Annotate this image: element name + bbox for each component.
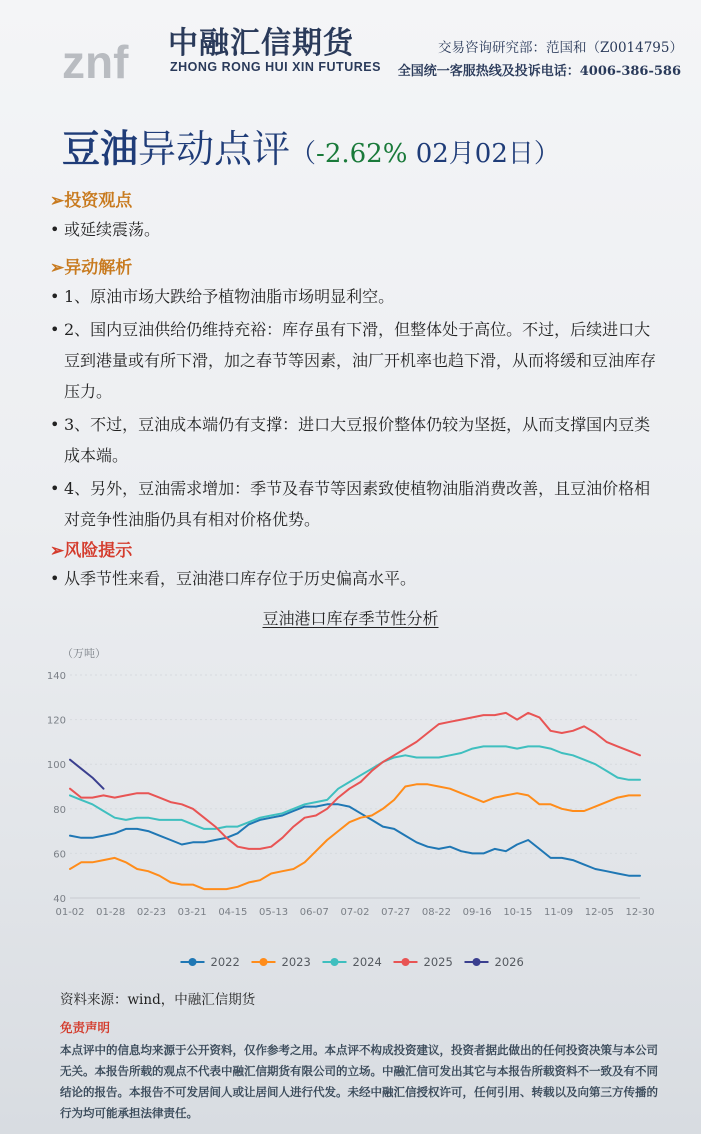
x-tick-label: 05-13 xyxy=(259,907,289,918)
series-line-2022 xyxy=(70,804,640,875)
title-kind: 异动点评 xyxy=(138,127,291,171)
y-tick-label: 120 xyxy=(46,715,66,727)
chart-title xyxy=(0,606,701,629)
x-tick-label: 07-02 xyxy=(340,907,370,918)
disclaimer-text: 本点评中的信息均来源于公开资料，仅作参考之用。本点评不构成投资建议，投资者据此做出的任何投资决策与本公司无关。本报告所载的观点不代表中融汇信期货有限公司的立场。中融汇信可发出其它与本报告所载资料不一致及有不同结论的报告。本报告不可发居间人或让居间人进行代发。未经中融汇信授权许可，任何引用、转载以及向第三方传播的行为均可能承担法律责任。 xyxy=(60,1043,658,1120)
x-tick-label: 12-05 xyxy=(584,907,614,918)
risk-bullet: • 从季节性来看，豆油港口库存位于历史偏高水平。 xyxy=(50,563,660,594)
analysis-bullet-3: • 3、不过，豆油成本端仍有支撑：进口大豆报价整体仍较为坚挺，从而支撑国内豆类成本端。 xyxy=(50,409,660,471)
legend-swatch-marker xyxy=(189,958,197,966)
analysis-bullet-1: • 1、原油市场大跌给予植物油脂市场明显利空。 xyxy=(50,281,660,312)
arrow-icon: ➢ xyxy=(50,191,65,211)
title-close-paren: ） xyxy=(533,139,560,169)
legend-label: 2025 xyxy=(423,955,453,969)
legend-swatch-marker xyxy=(473,958,481,966)
section-heading-analysis xyxy=(50,253,132,278)
y-tick-label: 40 xyxy=(53,894,66,905)
risk-body xyxy=(50,563,660,594)
analysis-bullet-4: • 4、另外，豆油需求增加：季节及春节等因素致使植物油脂消费改善，且豆油价格相对竞争性油脂仍具有相对价格优势。 xyxy=(50,473,660,535)
title-change: -2.62% xyxy=(316,139,408,169)
y-tick-label: 60 xyxy=(53,849,66,861)
x-tick-label: 12-30 xyxy=(625,907,655,918)
section-heading-risk-label: 风险提示 xyxy=(64,541,133,561)
series-line-2025 xyxy=(70,713,640,849)
series-line-2023 xyxy=(70,784,640,889)
x-tick-label: 09-16 xyxy=(462,907,492,918)
section-heading-analysis-label: 异动解析 xyxy=(64,258,133,278)
y-tick-label: 140 xyxy=(46,671,66,682)
company-name-en: ZHONG RONG HUI XIN FUTURES xyxy=(170,60,381,74)
x-tick-label: 06-07 xyxy=(299,907,329,918)
analysis-bullet-2: • 2、国内豆油供给仍维持充裕：库存虽有下滑，但整体处于高位。不过，后续进口大豆到港量或有所下滑，加之春节等因素，油厂开机率也趋下滑，从而将缓和豆油库存压力。 xyxy=(50,314,660,407)
report-header xyxy=(0,0,701,100)
x-tick-label: 10-15 xyxy=(503,907,533,918)
legend-label: 2024 xyxy=(352,955,382,969)
legend-swatch-marker xyxy=(260,958,268,966)
title-date: 02月02日 xyxy=(407,139,534,169)
analyst-contact: 交易咨询研究部：范国和（Z0014795） xyxy=(437,40,683,56)
hotline-contact: 全国统一客服热线及投诉电话：4006-386-586 xyxy=(397,64,681,79)
x-tick-label: 01-28 xyxy=(96,907,126,918)
logo-mark-letters: znf xyxy=(62,36,129,82)
seasonal-line-chart xyxy=(40,640,660,985)
company-logo-icon xyxy=(62,12,157,82)
x-tick-label: 02-23 xyxy=(136,907,166,918)
arrow-icon: ➢ xyxy=(50,541,65,561)
legend-label: 2023 xyxy=(281,955,311,969)
legend-label: 2026 xyxy=(494,955,524,969)
title-product: 豆油 xyxy=(62,126,139,171)
section-heading-view-label: 投资观点 xyxy=(64,191,133,211)
y-tick-label: 100 xyxy=(46,760,66,772)
company-name-cn: 中融汇信期货 xyxy=(168,26,354,61)
section-heading-view xyxy=(50,186,132,211)
y-axis-unit-label: （万吨） xyxy=(62,647,106,660)
view-bullet: • 或延续震荡。 xyxy=(50,214,660,245)
x-tick-label: 11-09 xyxy=(544,907,574,918)
disclaimer-title: 免责声明 xyxy=(60,1020,111,1035)
page-title xyxy=(62,118,560,173)
legend-swatch-marker xyxy=(402,958,410,966)
y-tick-label: 80 xyxy=(53,804,66,816)
x-tick-label: 08-22 xyxy=(421,907,451,918)
section-heading-risk xyxy=(50,536,132,561)
view-body xyxy=(50,214,660,245)
x-tick-label: 04-15 xyxy=(218,907,248,918)
arrow-icon: ➢ xyxy=(50,258,65,278)
legend-label: 2022 xyxy=(210,955,240,969)
legend-swatch-marker xyxy=(331,958,339,966)
x-tick-label: 07-27 xyxy=(381,907,411,918)
analysis-body xyxy=(50,281,660,535)
chart-title-text: 豆油港口库存季节性分析 xyxy=(262,609,439,628)
x-tick-label: 03-21 xyxy=(177,907,207,918)
series-line-2024 xyxy=(70,746,640,829)
data-source: 资料来源：wind，中融汇信期货 xyxy=(60,992,256,1008)
title-open-paren: （ xyxy=(290,139,317,169)
x-tick-label: 01-02 xyxy=(55,907,85,918)
